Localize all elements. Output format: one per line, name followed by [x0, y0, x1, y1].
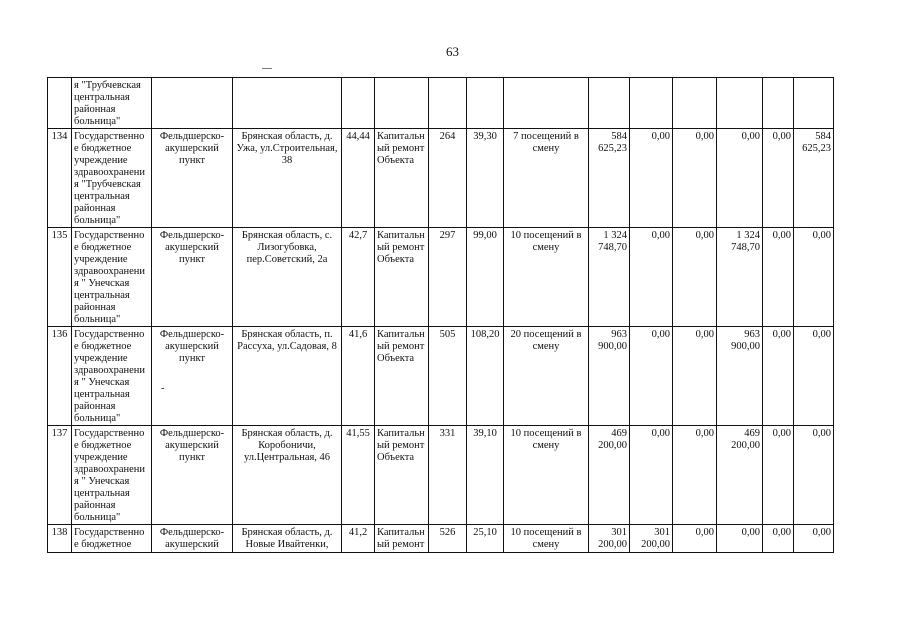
cell-pct: 108,20: [467, 327, 504, 426]
cell-line: ый ремонт: [377, 242, 425, 253]
scan-dash-mark: [262, 68, 272, 69]
cell-m2: [630, 129, 673, 228]
cell-m6: [794, 129, 834, 228]
cell-m1: [589, 129, 630, 228]
cell-line: центральная: [74, 92, 130, 103]
cell-line: Капитальн: [377, 527, 425, 538]
cell-m5: [763, 426, 794, 525]
cell-line: Лизогубовка,: [257, 242, 317, 253]
cell-capacity: [504, 426, 589, 525]
cell-empty: [794, 78, 834, 129]
cell-line: 301: [654, 527, 670, 538]
cell-line: 900,00: [598, 341, 627, 352]
cell-line: пункт: [178, 452, 206, 463]
cell-line: Новые Ивайтенки,: [245, 539, 329, 550]
cell-line: 469: [744, 428, 760, 439]
cell-m3: [673, 228, 717, 327]
cell-m5: [763, 228, 794, 327]
cell-line: ый ремонт: [377, 341, 425, 352]
cell-work: [375, 426, 429, 525]
cell-m2: [630, 525, 673, 553]
cell-area: 41,55: [342, 426, 375, 525]
cell-count: 331: [429, 426, 467, 525]
cell-capacity: [504, 525, 589, 553]
cell-line: Государственно: [74, 428, 145, 439]
cell-line: 625,23: [598, 143, 627, 154]
cell-type: [152, 426, 233, 525]
cell-line: 0,00: [772, 329, 791, 340]
cell-area: 44,44: [342, 129, 375, 228]
cell-name: [72, 78, 152, 129]
cell-line: 7 посещений в: [513, 131, 579, 142]
cell-empty: [342, 78, 375, 129]
cell-line: ый ремонт: [377, 143, 425, 154]
cell-line: больница": [74, 215, 121, 226]
cell-line: 584: [611, 131, 627, 142]
cell-num: 137: [48, 426, 72, 525]
cell-line: 0,00: [741, 527, 760, 538]
cell-line: 38: [281, 155, 293, 166]
cell-name: [72, 129, 152, 228]
cell-m1: [589, 525, 630, 553]
cell-line: 0,00: [812, 329, 831, 340]
cell-line: 10 посещений в: [510, 527, 582, 538]
cell-m5: [763, 327, 794, 426]
cell-m4: [717, 327, 763, 426]
cell-line: учреждение: [74, 254, 128, 265]
cell-line: Капитальн: [377, 131, 425, 142]
cell-type: [152, 228, 233, 327]
cell-capacity: [504, 228, 589, 327]
cell-work: [375, 525, 429, 553]
cell-line: Коробоничи,: [258, 440, 316, 451]
cell-line: здравоохранени: [74, 167, 146, 178]
cell-line: 0,00: [812, 428, 831, 439]
cell-num: 135: [48, 228, 72, 327]
cell-line: Фельдшерско-: [159, 428, 225, 439]
cell-name: [72, 525, 152, 553]
cell-line: больница": [74, 116, 121, 127]
cell-line: Капитальн: [377, 428, 425, 439]
table-row: [48, 426, 834, 525]
cell-line: районная: [74, 203, 116, 214]
cell-num: 138: [48, 525, 72, 553]
cell-line: Брянская область, д.: [241, 527, 333, 538]
cell-m4: [717, 228, 763, 327]
cell-empty: [673, 78, 717, 129]
cell-m2: [630, 327, 673, 426]
cell-line: 963: [744, 329, 760, 340]
cell-count: 264: [429, 129, 467, 228]
cell-line: Фельдшерско-: [159, 329, 225, 340]
cell-num: 136: [48, 327, 72, 426]
cell-empty: [152, 78, 233, 129]
cell-line: 0,00: [772, 428, 791, 439]
cell-line: смену: [532, 539, 560, 550]
cell-line: смену: [532, 440, 560, 451]
cell-line: 0,00: [741, 131, 760, 142]
cell-empty: [233, 78, 342, 129]
cell-capacity: [504, 327, 589, 426]
cell-line: 0,00: [695, 527, 714, 538]
table-row: [48, 327, 834, 426]
cell-line: центральная: [74, 290, 130, 301]
cell-line: больница": [74, 512, 121, 523]
cell-line: Брянская область, с.: [241, 230, 333, 241]
cell-line: ул.Центральная, 46: [243, 452, 331, 463]
cell-line: 0,00: [651, 428, 670, 439]
cell-line: ый ремонт: [377, 539, 425, 550]
cell-line: Брянская область, д.: [241, 131, 333, 142]
cell-m3: [673, 129, 717, 228]
cell-line: 10 посещений в: [510, 230, 582, 241]
cell-m6: [794, 228, 834, 327]
cell-line: районная: [74, 104, 116, 115]
cell-line: 0,00: [812, 527, 831, 538]
cell-line: 0,00: [772, 230, 791, 241]
cell-line: 0,00: [772, 527, 791, 538]
cell-line: Фельдшерско-: [159, 131, 225, 142]
cell-area: 41,6: [342, 327, 375, 426]
cell-line: 625,23: [802, 143, 831, 154]
cell-empty: [763, 78, 794, 129]
cell-type: [152, 327, 233, 426]
page-number: 63: [446, 44, 459, 59]
cell-m5: [763, 129, 794, 228]
cell-line: центральная: [74, 389, 130, 400]
cell-m3: [673, 327, 717, 426]
cell-name: [72, 426, 152, 525]
cell-m4: [717, 525, 763, 553]
cell-line: я " Унечская: [74, 278, 130, 289]
cell-line: 20 посещений в: [510, 329, 582, 340]
cell-pct: 25,10: [467, 525, 504, 553]
cell-line: 200,00: [598, 440, 627, 451]
cell-m6: [794, 327, 834, 426]
cell-count: 526: [429, 525, 467, 553]
cell-line: акушерский: [165, 242, 219, 253]
cell-line: Объекта: [377, 452, 415, 463]
cell-line: здравоохранени: [74, 266, 146, 277]
cell-line: районная: [74, 302, 116, 313]
cell-line: 963: [611, 329, 627, 340]
table-row-continuation: [48, 78, 834, 129]
cell-line: я " Унечская: [74, 377, 130, 388]
cell-line: е бюджетное: [74, 440, 132, 451]
cell-line: Брянская область, п.: [241, 329, 333, 340]
cell-line: Государственно: [74, 230, 145, 241]
cell-m1: [589, 426, 630, 525]
cell-line: Ужа, ул.Строительная,: [236, 143, 338, 154]
cell-empty: [467, 78, 504, 129]
cell-line: 0,00: [695, 131, 714, 142]
cell-count: 505: [429, 327, 467, 426]
cell-line: е бюджетное: [74, 143, 132, 154]
cell-line: районная: [74, 500, 116, 511]
cell-type: [152, 525, 233, 553]
cell-line: акушерский: [165, 143, 219, 154]
cell-line: 0,00: [812, 230, 831, 241]
cell-line: 0,00: [695, 329, 714, 340]
cell-line: Государственно: [74, 131, 145, 142]
cell-line: больница": [74, 314, 121, 325]
cell-line: пункт: [178, 155, 206, 166]
cell-line: ый ремонт: [377, 440, 425, 451]
cell-line: 200,00: [641, 539, 670, 550]
cell-line: Брянская область, д.: [241, 428, 333, 439]
cell-line: 200,00: [598, 539, 627, 550]
cell-name: [72, 327, 152, 426]
cell-line: центральная: [74, 488, 130, 499]
cell-line: здравоохранени: [74, 365, 146, 376]
cell-line: акушерский: [165, 539, 219, 550]
cell-line: учреждение: [74, 155, 128, 166]
cell-line: 469: [611, 428, 627, 439]
cell-line: акушерский: [165, 341, 219, 352]
cell-m2: [630, 228, 673, 327]
cell-line: пункт: [178, 353, 206, 364]
cell-pct: 39,10: [467, 426, 504, 525]
stray-mark: -: [161, 383, 165, 394]
cell-m2: [630, 426, 673, 525]
cell-line: Государственно: [74, 527, 145, 538]
cell-line: районная: [74, 401, 116, 412]
cell-m6: [794, 426, 834, 525]
cell-line: 584: [815, 131, 831, 142]
cell-line: Рассуха, ул.Садовая, 8: [237, 341, 337, 352]
cell-line: е бюджетное: [74, 539, 132, 550]
cell-line: Объекта: [377, 353, 415, 364]
cell-line: 748,70: [731, 242, 760, 253]
cell-m3: [673, 426, 717, 525]
cell-empty: [717, 78, 763, 129]
cell-line: 1 324: [603, 230, 627, 241]
cell-empty: [504, 78, 589, 129]
cell-work: [375, 327, 429, 426]
cell-num: [48, 78, 72, 129]
cell-line: Капитальн: [377, 230, 425, 241]
cell-work: [375, 129, 429, 228]
cell-line: 900,00: [731, 341, 760, 352]
cell-address: [233, 525, 342, 553]
cell-line: 1 324: [736, 230, 760, 241]
cell-type: [152, 129, 233, 228]
cell-pct: 39,30: [467, 129, 504, 228]
cell-line: больница": [74, 413, 121, 424]
cell-line: здравоохранени: [74, 464, 146, 475]
cell-area: 41,2: [342, 525, 375, 553]
table-body: [48, 78, 834, 553]
cell-line: 0,00: [695, 428, 714, 439]
cell-empty: [589, 78, 630, 129]
cell-line: центральная: [74, 191, 130, 202]
cell-work: [375, 228, 429, 327]
cell-empty: [429, 78, 467, 129]
cell-m5: [763, 525, 794, 553]
cell-line: Государственно: [74, 329, 145, 340]
facilities-table: [47, 77, 834, 553]
cell-line: Фельдшерско-: [159, 527, 225, 538]
cell-line: 0,00: [651, 329, 670, 340]
cell-line: учреждение: [74, 353, 128, 364]
cell-line: е бюджетное: [74, 341, 132, 352]
table-row: [48, 228, 834, 327]
cell-empty: [375, 78, 429, 129]
cell-m4: [717, 129, 763, 228]
cell-line: Капитальн: [377, 329, 425, 340]
cell-line: пункт: [178, 254, 206, 265]
cell-line: 0,00: [651, 131, 670, 142]
cell-address: [233, 426, 342, 525]
cell-line: смену: [532, 242, 560, 253]
cell-m4: [717, 426, 763, 525]
cell-line: Фельдшерско-: [159, 230, 225, 241]
cell-line: 0,00: [772, 131, 791, 142]
cell-line: учреждение: [74, 452, 128, 463]
cell-line: пер.Советский, 2а: [246, 254, 328, 265]
cell-line: я "Трубчевская: [74, 179, 141, 190]
cell-m1: [589, 228, 630, 327]
cell-line: 0,00: [695, 230, 714, 241]
cell-line: 0,00: [651, 230, 670, 241]
cell-empty: [630, 78, 673, 129]
cell-count: 297: [429, 228, 467, 327]
cell-line: Объекта: [377, 254, 415, 265]
cell-address: [233, 129, 342, 228]
cell-name: [72, 228, 152, 327]
cell-m6: [794, 525, 834, 553]
cell-line: акушерский: [165, 440, 219, 451]
cell-line: 301: [611, 527, 627, 538]
cell-line: смену: [532, 341, 560, 352]
table-row: [48, 525, 834, 553]
cell-m3: [673, 525, 717, 553]
cell-line: я " Унечская: [74, 476, 130, 487]
cell-pct: 99,00: [467, 228, 504, 327]
cell-address: [233, 327, 342, 426]
cell-num: 134: [48, 129, 72, 228]
cell-line: 10 посещений в: [510, 428, 582, 439]
cell-line: 748,70: [598, 242, 627, 253]
cell-line: 200,00: [731, 440, 760, 451]
cell-line: е бюджетное: [74, 242, 132, 253]
cell-line: я "Трубчевская: [74, 80, 141, 91]
cell-line: Объекта: [377, 155, 415, 166]
cell-line: смену: [532, 143, 560, 154]
cell-address: [233, 228, 342, 327]
cell-area: 42,7: [342, 228, 375, 327]
cell-capacity: [504, 129, 589, 228]
table-row: [48, 129, 834, 228]
cell-m1: [589, 327, 630, 426]
